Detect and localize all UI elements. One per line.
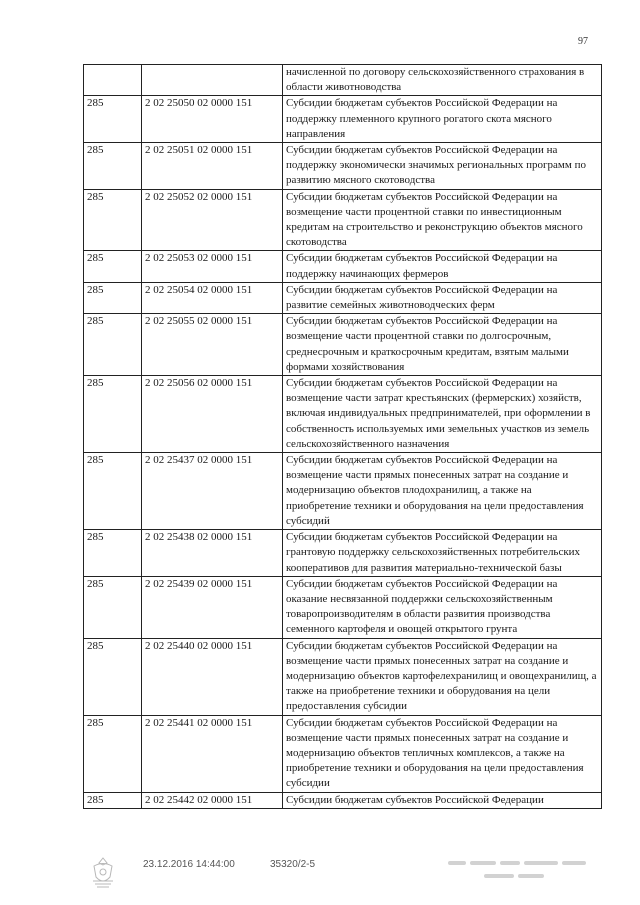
administrator-code-cell: 285 bbox=[84, 189, 142, 251]
administrator-code-cell: 285 bbox=[84, 282, 142, 313]
revenue-name-cell: Субсидии бюджетам субъектов Российской Федерации на возмещение части затрат крестьянских (фермерских) хозяйств, включая индивидуальных предпринимателей, при оформлении в собственность используемых ими земельных участков из земель сельскохозяйственного назначения bbox=[283, 376, 602, 453]
revenue-name-cell: Субсидии бюджетам субъектов Российской Федерации на возмещение части процентной ставки по долгосрочным, среднесрочным и краткосрочным кредитам, взятым малыми формами хозяйствования bbox=[283, 314, 602, 376]
budget-code-cell: 2 02 25437 02 0000 151 bbox=[142, 453, 283, 530]
administrator-code-cell: 285 bbox=[84, 143, 142, 190]
budget-code-cell: 2 02 25052 02 0000 151 bbox=[142, 189, 283, 251]
table-row bbox=[84, 143, 602, 190]
administrator-code-cell: 285 bbox=[84, 251, 142, 282]
budget-code-cell: 2 02 25438 02 0000 151 bbox=[142, 530, 283, 577]
budget-code-cell bbox=[142, 65, 283, 96]
table-row bbox=[84, 65, 602, 96]
table-row bbox=[84, 96, 602, 143]
administrator-code-cell: 285 bbox=[84, 792, 142, 808]
budget-code-cell: 2 02 25050 02 0000 151 bbox=[142, 96, 283, 143]
budget-code-cell: 2 02 25440 02 0000 151 bbox=[142, 638, 283, 715]
table-row bbox=[84, 282, 602, 313]
budget-code-cell: 2 02 25054 02 0000 151 bbox=[142, 282, 283, 313]
budget-code-cell: 2 02 25053 02 0000 151 bbox=[142, 251, 283, 282]
budget-classification-table bbox=[83, 64, 602, 809]
revenue-name-cell: Субсидии бюджетам субъектов Российской Федерации на поддержку начинающих фермеров bbox=[283, 251, 602, 282]
administrator-code-cell: 285 bbox=[84, 453, 142, 530]
administrator-code-cell: 285 bbox=[84, 576, 142, 638]
administrator-code-cell: 285 bbox=[84, 376, 142, 453]
administrator-code-cell: 285 bbox=[84, 314, 142, 376]
revenue-name-cell: Субсидии бюджетам субъектов Российской Федерации на возмещение части прямых понесенных затрат на создание и модернизацию объектов тепличных комплексов, а также на приобретение техники и оборудования на цели предоставления субсидии bbox=[283, 715, 602, 792]
revenue-name-cell: Субсидии бюджетам субъектов Российской Федерации на грантовую поддержку сельскохозяйственных потребительских кооперативов для развития материально-технической базы bbox=[283, 530, 602, 577]
table-row bbox=[84, 376, 602, 453]
footer-document-number: 35320/2-5 bbox=[270, 859, 316, 870]
budget-code-cell: 2 02 25055 02 0000 151 bbox=[142, 314, 283, 376]
revenue-name-cell: Субсидии бюджетам субъектов Российской Федерации на возмещение части прямых понесенных затрат на создание и модернизацию объектов плодохранилищ, а также на приобретение техники и оборудования на цели предоставления субсидий bbox=[283, 453, 602, 530]
table-row bbox=[84, 189, 602, 251]
coat-of-arms-icon bbox=[88, 855, 118, 891]
table-row bbox=[84, 453, 602, 530]
table-row bbox=[84, 530, 602, 577]
watermark-logo bbox=[448, 857, 588, 887]
budget-code-cell: 2 02 25056 02 0000 151 bbox=[142, 376, 283, 453]
administrator-code-cell: 285 bbox=[84, 530, 142, 577]
table-row bbox=[84, 314, 602, 376]
page-footer bbox=[0, 855, 640, 895]
revenue-name-cell: Субсидии бюджетам субъектов Российской Федерации на поддержку племенного крупного рогатого скота мясного направления bbox=[283, 96, 602, 143]
revenue-name-cell: Субсидии бюджетам субъектов Российской Федерации на поддержку экономически значимых региональных программ по развитию мясного скотоводства bbox=[283, 143, 602, 190]
revenue-name-cell: Субсидии бюджетам субъектов Российской Федерации на возмещение части процентной ставки по инвестиционным кредитам на строительство и реконструкцию объектов мясного скотоводства bbox=[283, 189, 602, 251]
budget-code-cell: 2 02 25051 02 0000 151 bbox=[142, 143, 283, 190]
administrator-code-cell: 285 bbox=[84, 96, 142, 143]
revenue-name-cell: Субсидии бюджетам субъектов Российской Федерации bbox=[283, 792, 602, 808]
page-number: 97 bbox=[578, 36, 588, 47]
footer-date: 23.12.2016 14:44:00 bbox=[143, 859, 235, 870]
budget-code-cell: 2 02 25441 02 0000 151 bbox=[142, 715, 283, 792]
revenue-name-cell: Субсидии бюджетам субъектов Российской Федерации на оказание несвязанной поддержки сельскохозяйственным товаропроизводителям в области развития производства семенного картофеля и овощей открытого грунта bbox=[283, 576, 602, 638]
administrator-code-cell: 285 bbox=[84, 638, 142, 715]
table-row bbox=[84, 251, 602, 282]
budget-code-cell: 2 02 25442 02 0000 151 bbox=[142, 792, 283, 808]
table-row bbox=[84, 792, 602, 808]
revenue-name-cell: Субсидии бюджетам субъектов Российской Федерации на возмещение части прямых понесенных затрат на создание и модернизацию объектов картофелехранилищ и овощехранилищ, а также на приобретение техники и оборудования на цели предоставления субсидии bbox=[283, 638, 602, 715]
budget-code-cell: 2 02 25439 02 0000 151 bbox=[142, 576, 283, 638]
administrator-code-cell: 285 bbox=[84, 715, 142, 792]
administrator-code-cell bbox=[84, 65, 142, 96]
revenue-name-cell: начисленной по договору сельскохозяйственного страхования в области животноводства bbox=[283, 65, 602, 96]
table-row bbox=[84, 576, 602, 638]
table-body bbox=[84, 65, 602, 809]
table-row bbox=[84, 715, 602, 792]
revenue-name-cell: Субсидии бюджетам субъектов Российской Федерации на развитие семейных животноводческих ферм bbox=[283, 282, 602, 313]
table-row bbox=[84, 638, 602, 715]
